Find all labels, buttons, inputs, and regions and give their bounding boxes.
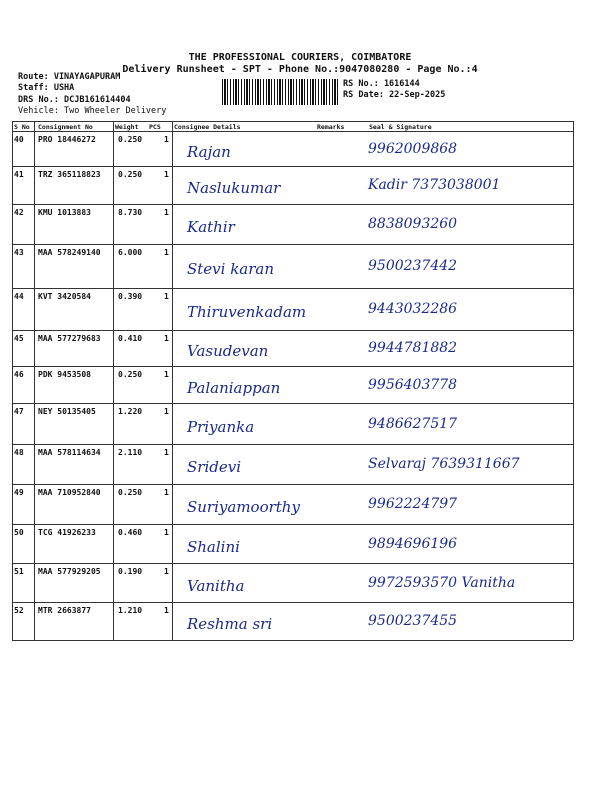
col-pcs: PCS [149,123,161,131]
vehicle-label: Vehicle: Two Wheeler Delivery [18,106,167,116]
route-label: Route: VINAYAGAPURAM [18,72,121,82]
row-sno: 40 [14,135,24,144]
row-consignment-no: TCG 41926233 [38,528,96,537]
row-consignment-no: MAA 578249140 [38,248,101,257]
row-sno: 52 [14,606,24,615]
table-row [12,166,573,204]
row-consignee-handwritten: Reshma sri [187,615,273,633]
row-seal-signature: 9962224797 [368,496,458,512]
row-pcs: 1 [164,334,169,343]
row-consignee-handwritten: Palaniappan [187,378,281,397]
row-seal-signature: 9944781882 [368,340,458,356]
drs-label: DRS No.: DCJB161614404 [18,95,131,105]
col-remarks: Remarks [317,123,345,131]
row-pcs: 1 [164,170,169,179]
row-weight: 0.390 [118,292,143,301]
row-consignment-no: KMU 1013883 [38,208,91,217]
row-weight: 0.250 [118,170,143,179]
row-consignment-no: MAA 578114634 [38,448,101,457]
row-weight: 0.410 [118,334,143,343]
row-sno: 50 [14,528,24,537]
table-row [12,563,573,602]
row-sno: 43 [14,248,24,257]
row-consignee-handwritten: Vanitha [187,576,245,595]
row-consignment-no: PDK 9453508 [38,370,91,379]
row-consignee-handwritten: Thiruvenkadam [187,303,307,321]
row-consignment-no: KVT 3420584 [38,292,91,301]
row-sno: 41 [14,170,24,179]
row-seal-signature: 9443032286 [368,301,458,317]
table-row [12,244,573,288]
row-consignment-no: MAA 577279683 [38,334,101,343]
row-weight: 2.110 [118,448,143,457]
row-consignee-handwritten: Sridevi [187,458,241,476]
row-seal-signature: 9894696196 [368,535,458,552]
row-seal-signature: Selvaraj 7639311667 [368,456,520,472]
row-seal-signature: 9972593570 Vanitha [368,574,516,591]
row-weight: 0.460 [118,528,143,537]
row-weight: 0.250 [118,135,143,144]
row-pcs: 1 [164,292,169,301]
row-consignment-no: TRZ 365118823 [38,170,101,179]
row-consignee-handwritten: Suriyamoorthy [187,498,300,516]
company-title: THE PROFESSIONAL COURIERS, COIMBATORE [188,52,412,63]
row-consignment-no: MAA 710952840 [38,488,101,497]
row-sno: 45 [14,334,24,343]
barcode [222,79,340,105]
row-weight: 1.220 [118,407,143,416]
table-row [12,366,573,403]
row-weight: 0.250 [118,370,143,379]
row-consignment-no: MTR 2663877 [38,606,91,615]
row-seal-signature: 8838093260 [368,216,458,232]
col-consignee: Consignee Details [174,123,241,131]
table-row [12,288,573,330]
table-header [12,121,573,131]
row-seal-signature: 9486627517 [368,415,458,432]
row-pcs: 1 [164,208,169,217]
table-row [12,524,573,563]
row-pcs: 1 [164,135,169,144]
row-consignee-handwritten: Priyanka [187,417,255,436]
row-seal-signature: 9962009868 [368,140,458,157]
row-consignee-handwritten: Rajan [187,142,231,161]
row-weight: 6.000 [118,248,143,257]
row-pcs: 1 [164,488,169,497]
row-consignment-no: MAA 577929205 [38,567,101,576]
col-weight: Weight [115,123,139,131]
row-pcs: 1 [164,448,169,457]
table-row [12,403,573,444]
row-consignee-handwritten: Kathir [187,218,235,236]
col-sno: S No [14,123,30,131]
staff-label: Staff: USHA [18,83,75,93]
row-consignee-handwritten: Vasudevan [187,342,269,360]
row-seal-signature: 9500237455 [368,613,458,629]
runsheet-subtitle: Delivery Runsheet - SPT - Phone No.:9047080280 - Page No.:4 [122,64,478,75]
row-weight: 8.730 [118,208,143,217]
row-sno: 51 [14,567,24,576]
row-consignee-handwritten: Stevi karan [187,260,275,278]
col-consignment: Consignment No [38,123,93,131]
row-weight: 0.190 [118,567,143,576]
row-seal-signature: 9500237442 [368,258,458,274]
row-weight: 0.250 [118,488,143,497]
row-pcs: 1 [164,567,169,576]
row-sno: 47 [14,407,24,416]
row-sno: 44 [14,292,24,301]
col-seal: Seal & Signature [369,123,432,131]
row-consignment-no: NEY 50135405 [38,407,96,416]
grid-horizontal-line [12,121,573,122]
row-seal-signature: 9956403778 [368,376,458,393]
row-sno: 48 [14,448,24,457]
table-row [12,204,573,244]
row-consignee-handwritten: Naslukumar [187,179,281,197]
table-row [12,602,573,640]
table-row [12,330,573,366]
row-sno: 42 [14,208,24,217]
table-row [12,444,573,484]
row-pcs: 1 [164,528,169,537]
rs-number: RS No.: 1616144 [343,79,420,89]
grid-horizontal-line [12,640,573,641]
row-pcs: 1 [164,248,169,257]
table-row [12,131,573,166]
row-seal-signature: Kadir 7373038001 [368,177,501,193]
grid-vertical-line [573,121,574,640]
table-row [12,484,573,524]
rs-date: RS Date: 22-Sep-2025 [343,90,446,100]
row-pcs: 1 [164,370,169,379]
row-pcs: 1 [164,606,169,615]
row-consignee-handwritten: Shalini [187,537,240,556]
row-consignment-no: PRO 18446272 [38,135,96,144]
row-sno: 49 [14,488,24,497]
row-sno: 46 [14,370,24,379]
row-weight: 1.210 [118,606,143,615]
row-pcs: 1 [164,407,169,416]
